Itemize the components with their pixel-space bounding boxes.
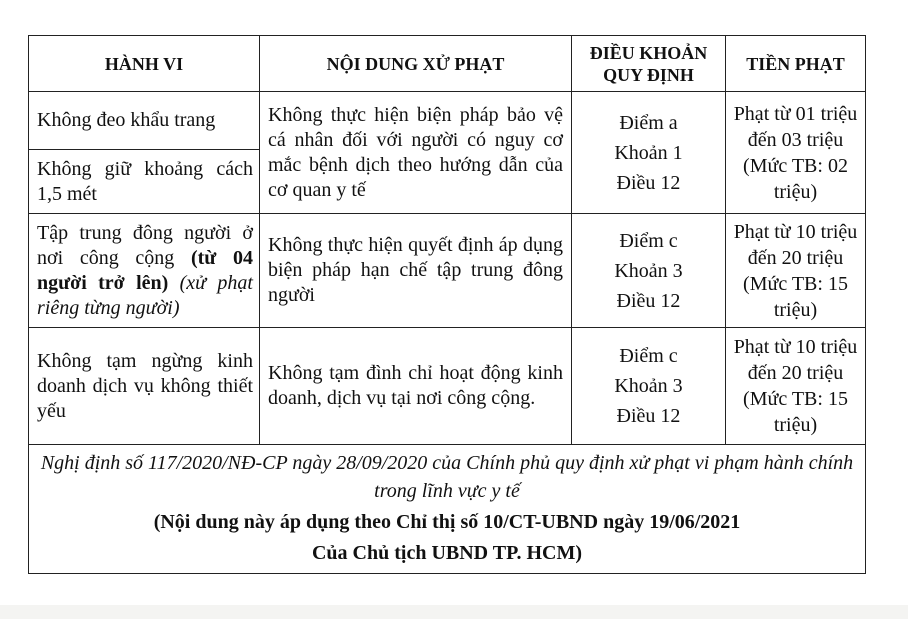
table-row — [29, 328, 866, 445]
clause-article: Điều 12 — [616, 289, 681, 312]
header-regulation-line2: QUY ĐỊNH — [603, 64, 694, 85]
header-row — [29, 36, 866, 92]
header-regulation — [572, 36, 726, 92]
header-behavior: HÀNH VI — [29, 36, 260, 92]
behavior-text: Tập trung đông người ở nơi công cộng — [37, 221, 253, 269]
behavior-cell: Không tạm ngừng kinh doanh dịch vụ không thiết yếu — [29, 328, 260, 445]
clause-point: Điểm c — [619, 345, 678, 367]
directive-note-line1: (Nội dung này áp dụng theo Chỉ thị số 10/CT-UBND ngày 19/06/2021 — [153, 511, 741, 533]
fine-cell: Phạt từ 01 triệu đến 03 triệu (Mức TB: 02 triệu) — [726, 92, 866, 214]
clause-point: Điểm a — [619, 111, 678, 134]
bottom-strip — [0, 605, 908, 619]
footer-row — [29, 445, 866, 574]
table-row — [29, 92, 866, 150]
header-regulation-line1: ĐIỀU KHOẢN — [589, 42, 708, 63]
clause-article: Điều 12 — [616, 405, 681, 427]
footer-cell — [29, 445, 866, 574]
regulation-cell — [572, 92, 726, 214]
decree-note: Nghị định số 117/2020/NĐ-CP ngày 28/09/2020 của Chính phủ quy định xử phạt vi phạm hành chính trong lĩnh vực y tế — [40, 452, 854, 502]
clause-article: Điều 12 — [616, 171, 681, 194]
regulation-cell — [572, 328, 726, 445]
fine-cell: Phạt từ 10 triệu đến 20 triệu (Mức TB: 15 triệu) — [726, 328, 866, 445]
directive-note-line2: Của Chủ tịch UBND TP. HCM) — [311, 542, 583, 564]
header-fine: TIỀN PHẠT — [726, 36, 866, 92]
clause-section: Khoản 3 — [614, 259, 683, 282]
behavior-bold-text: (từ 04 người trở lên) — [37, 246, 254, 294]
clause-section: Khoản 1 — [614, 141, 683, 164]
behavior-italic-text: (xử phạt riêng từng người) — [37, 271, 253, 319]
table-row — [29, 214, 866, 328]
regulation-cell — [572, 214, 726, 328]
penalty-content-cell: Không tạm đình chỉ hoạt động kinh doanh, dịch vụ tại nơi công cộng. — [260, 328, 572, 445]
clause-point: Điểm c — [619, 229, 678, 252]
clause-section: Khoản 3 — [614, 375, 683, 397]
fine-cell: Phạt từ 10 triệu đến 20 triệu (Mức TB: 15 triệu) — [726, 214, 866, 328]
behavior-cell: Không đeo khẩu trang — [29, 92, 260, 150]
penalty-content-cell: Không thực hiện biện pháp bảo vệ cá nhân đối với người có nguy cơ mắc bệnh dịch theo hướng dẫn của cơ quan y tế — [260, 92, 572, 214]
behavior-cell: Không giữ khoảng cách 1,5 mét — [29, 150, 260, 214]
penalty-content-cell: Không thực hiện quyết định áp dụng biện pháp hạn chế tập trung đông người — [260, 214, 572, 328]
behavior-cell — [29, 214, 260, 328]
penalty-table — [28, 35, 866, 574]
header-penalty-content: NỘI DUNG XỬ PHẠT — [260, 36, 572, 92]
